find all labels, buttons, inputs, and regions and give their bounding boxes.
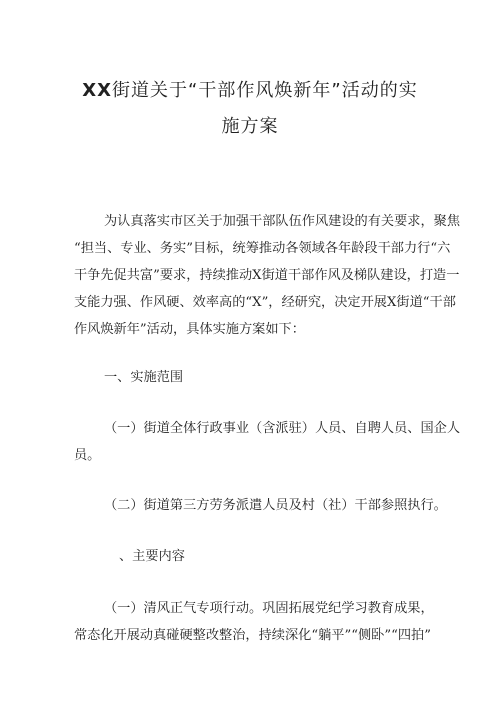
scope-item-1-line: 员。	[74, 448, 101, 463]
title-text: 街道关于“干部作风焕新年”活动的实	[112, 80, 418, 101]
intro-paragraph-line: 作风焕新年”活动，具体实施方案如下：	[74, 322, 305, 337]
content-paragraph-line: 常态化开展动真碰硬整改整治，持续深化“躺平”“侧卧”“四拍”	[74, 628, 431, 643]
scope-item-1-line: （一）街道全体行政事业（含派驻）人员、自聘人员、国企人	[104, 421, 461, 436]
intro-paragraph-line: 干争先促共富”要求，持续推动X街道干部作风及梯队建设，打造一	[74, 268, 460, 283]
intro-paragraph-line: 为认真落实市区关于加强干部队伍作风建设的有关要求，聚焦	[104, 214, 461, 229]
document-title-line-1	[70, 76, 430, 102]
intro-paragraph-line: 支能力强、作风硬、效率高的“X”，经研究，决定开展X街道“干部	[74, 295, 456, 310]
content-paragraph-line: （一）清风正气专项行动。巩固拓展党纪学习教育成果，	[104, 601, 434, 616]
intro-paragraph-line: “担当、专业、务实”目标，统筹推动各领域各年龄段干部力行“六	[74, 241, 451, 256]
scope-item-2: （二）街道第三方劳务派遣人员及村（社）干部参照执行。	[104, 498, 447, 513]
section-heading-scope: 一、实施范围	[104, 370, 184, 385]
document-title-line-2: 施方案	[221, 116, 279, 137]
title-prefix: XX	[82, 80, 113, 101]
section-heading-content: 、主要内容	[119, 549, 185, 564]
